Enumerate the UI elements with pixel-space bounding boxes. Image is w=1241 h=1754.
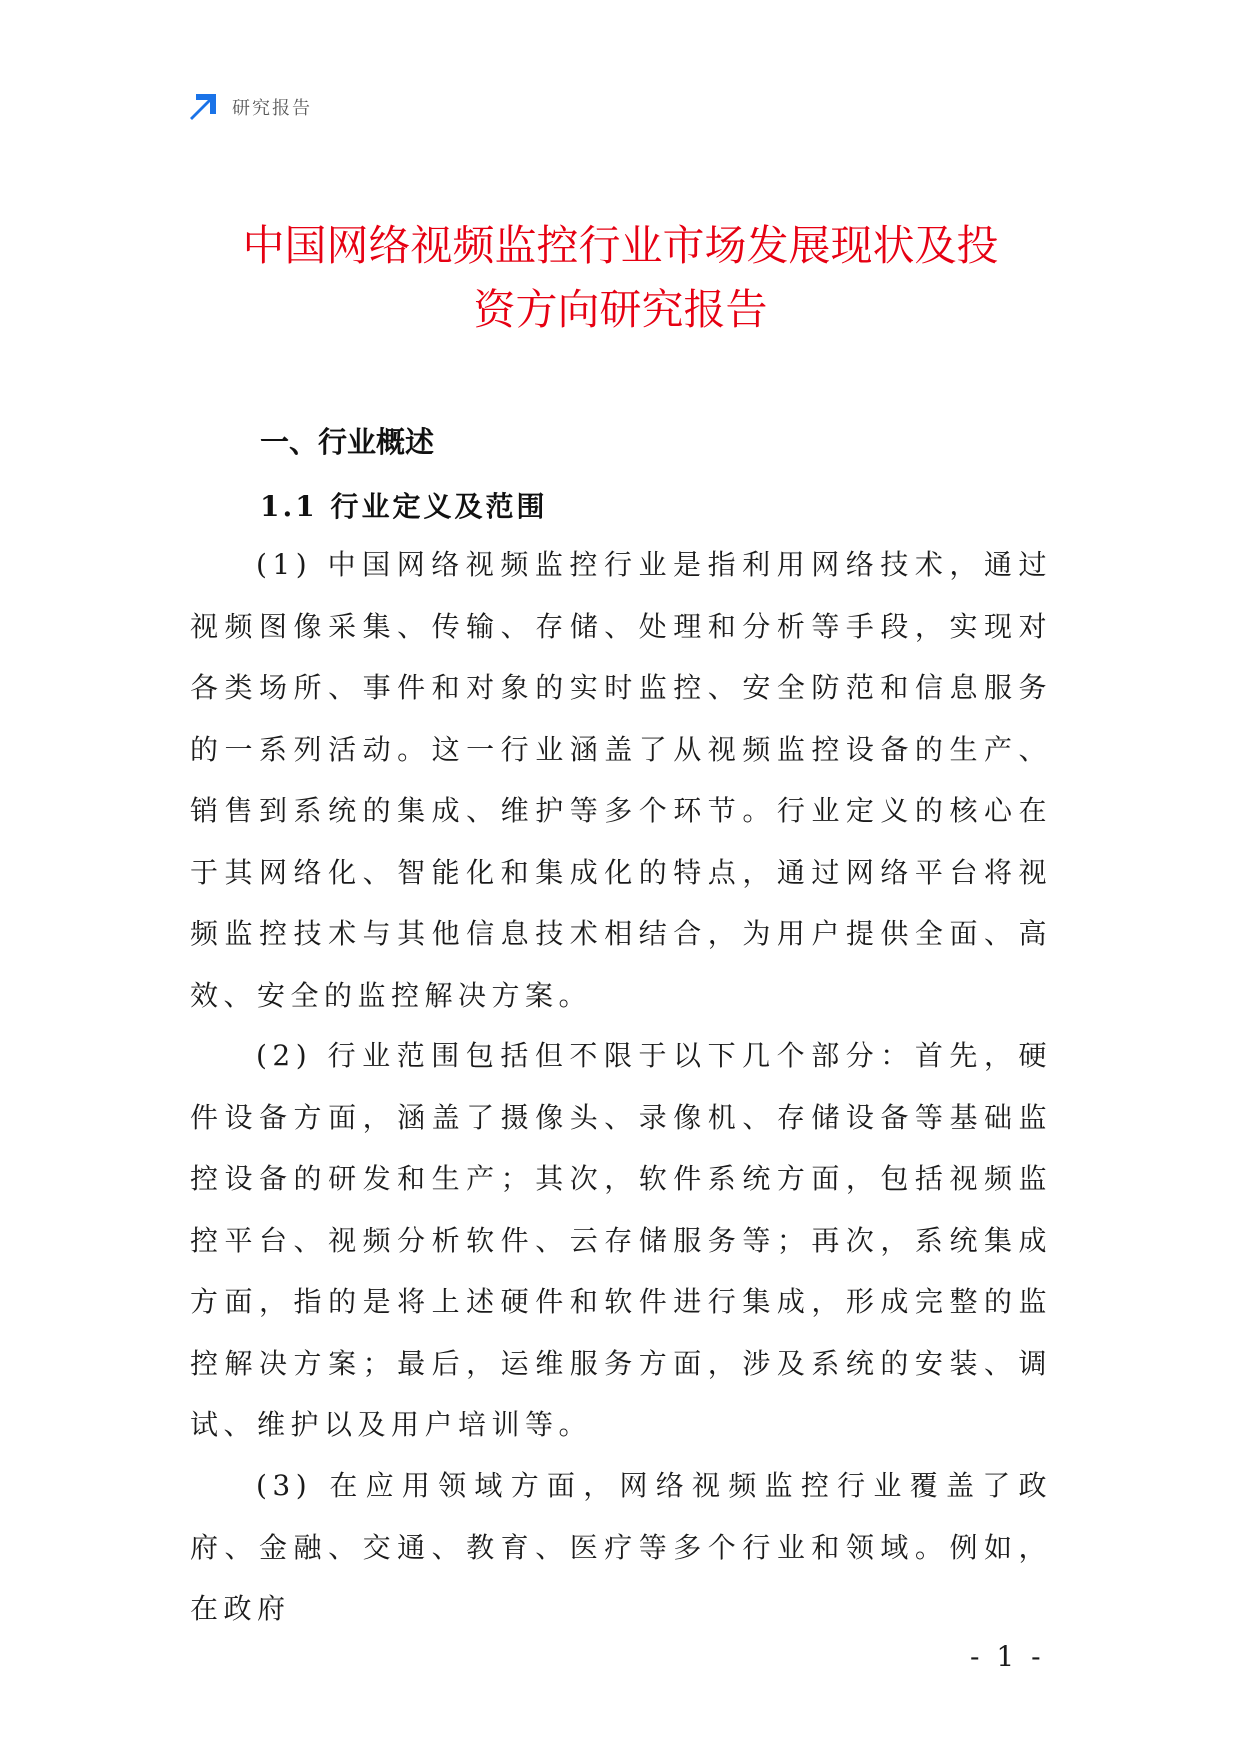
paragraph-3: (3) 在应用领域方面，网络视频监控行业覆盖了政府、金融、交通、教育、医疗等多个行业和领域。例如，在政府 — [190, 1469, 1052, 1625]
title-line-1: 中国网络视频监控行业市场发展现状及投 — [242, 221, 999, 270]
header-label: 研究报告 — [232, 98, 312, 119]
document-header — [188, 90, 312, 124]
paragraph-2: (2) 行业范围包括但不限于以下几个部分：首先，硬件设备方面，涵盖了摄像头、录像机、存储设备等基础监控设备的研发和生产；其次，软件系统方面，包括视频监控平台、视频分析软件、云存储服务等；再次，系统集成方面，指的是将上述硬件和软件进行集成，形成完整的监控解决方案；最后，运维服务方面，涉及系统的安装、调试、维护以及用户培训等。 — [190, 1039, 1052, 1441]
arrow-up-right-icon — [188, 92, 218, 122]
page-number: - 1 - — [970, 1640, 1045, 1673]
title-line-2: 资方向研究报告 — [473, 285, 768, 334]
section-heading: 一、行业概述 — [260, 425, 435, 459]
paragraph-1: (1) 中国网络视频监控行业是指利用网络技术，通过视频图像采集、传输、存储、处理和分析等手段，实现对各类场所、事件和对象的实时监控、安全防范和信息服务的一系列活动。这一行业涵盖了从视频监控设备的生产、销售到系统的集成、维护等多个环节。行业定义的核心在于其网络化、智能化和集成化的特点，通过网络平台将视频监控技术与其他信息技术相结合，为用户提供全面、高效、安全的监控解决方案。 — [190, 548, 1052, 1012]
report-title — [150, 214, 1091, 342]
sub-heading: 1.1 行业定义及范围 — [260, 490, 548, 523]
